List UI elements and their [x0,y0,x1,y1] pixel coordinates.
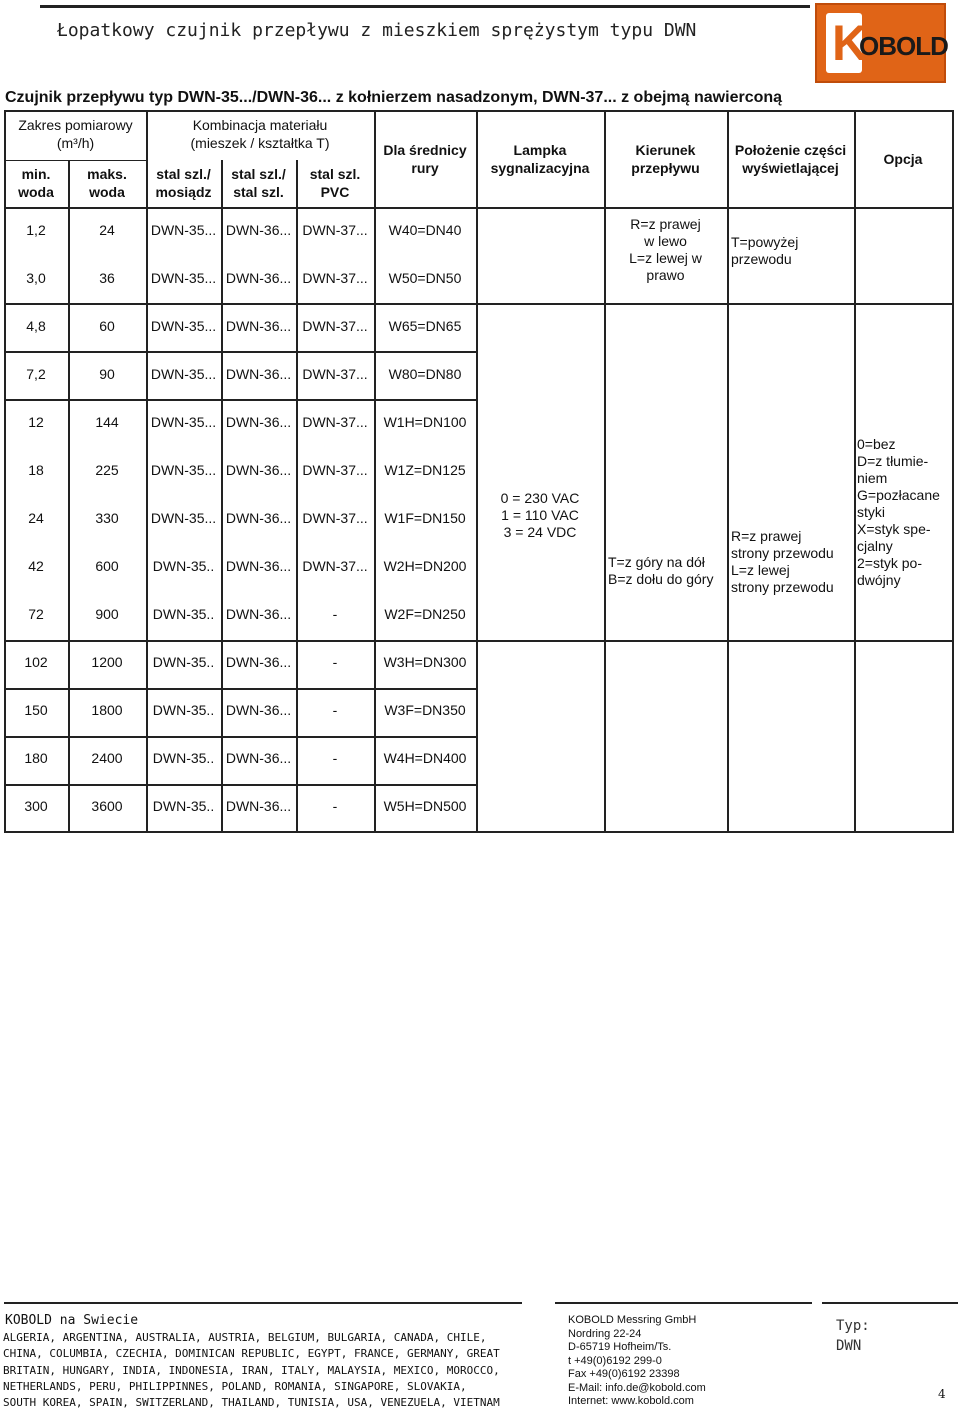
website[interactable]: Internet: www.kobold.com [568,1395,694,1407]
cell-min: 150 [24,702,48,718]
position-option: strony przewodu [731,545,834,561]
cell-dn: W3F=DN350 [384,702,466,718]
direction-option: prawo [646,267,685,283]
min-header [4,165,68,201]
min-label: min. [21,166,51,182]
cell-m3: - [332,750,338,766]
range-divider [4,160,147,161]
cell-min: 42 [28,558,44,574]
col-line [476,110,478,833]
cell-max: 900 [95,606,119,622]
footer-rule-right [822,1302,958,1304]
material-subtitle: (mieszek / kształtka T) [190,135,330,151]
max-label: maks. [87,166,127,182]
direction-option: R=z prawej [630,216,701,232]
cell-m3: DWN-37... [302,222,368,238]
mat3-line1: stal szl. [309,166,361,182]
option-line: G=pozłacane [857,487,940,503]
page-number: 4 [938,1387,946,1401]
mat3-line2: PVC [320,184,350,200]
diameter-header [374,141,476,177]
option-line: styki [857,504,885,520]
direction-line1: Kierunek [635,142,696,158]
cell-m1: DWN-35... [150,222,217,238]
cell-max: 1800 [91,702,123,718]
type-block [836,1316,870,1356]
kobold-logo [815,3,946,83]
row-separator-right [476,303,954,305]
row-separator [4,351,476,353]
logo-letter: K [832,15,869,71]
fax: Fax +49(0)6192 23398 [568,1368,680,1380]
option-header [854,150,952,168]
option-line: 0=bez [857,436,896,452]
cell-m1: DWN-35... [150,270,217,286]
cell-dn: W80=DN80 [388,366,462,382]
world-title: KOBOLD na Swiecie [5,1313,139,1328]
position-option: L=z lewej [731,562,790,578]
lamp-cell [476,490,604,541]
position-line2: wyświetlającej [742,160,839,176]
cell-min: 24 [28,510,44,526]
cell-m2: DWN-36... [225,654,292,670]
option-line: cjalny [857,538,893,554]
cell-m3: DWN-37... [302,462,368,478]
cell-m3: - [332,606,338,622]
countries-line: ALGERIA, ARGENTINA, AUSTRALIA, AUSTRIA, BELGIUM, BULGARIA, CANADA, CHILE, [3,1331,487,1344]
cell-m3: DWN-37... [302,270,368,286]
position-header [727,141,854,177]
cell-m2: DWN-36... [225,270,292,286]
cell-dn: W40=DN40 [388,222,462,238]
cell-dn: W3H=DN300 [383,654,467,670]
header-rule [40,5,810,8]
row-separator [4,640,476,642]
lamp-line1: Lampka [513,142,567,158]
direction-header [604,141,727,177]
mat1-line1: stal szl./ [156,166,211,182]
cell-dn: W5H=DN500 [383,798,467,814]
cell-dn: W1F=DN150 [384,510,466,526]
logo-text: OBOLD [859,31,948,61]
cell-max: 60 [99,318,115,334]
position-option: przewodu [731,251,792,267]
document-subtitle: Czujnik przepływu typ DWN-35.../DWN-36... z kołnierzem nasadzonym, DWN-37... z obejmą nawierconą [5,89,783,106]
cell-m1: DWN-35... [150,510,217,526]
row-separator [4,688,476,690]
col-line [727,110,729,833]
cell-max: 36 [99,270,115,286]
position-line1: Położenie części [734,142,847,158]
cell-max: 1200 [91,654,123,670]
address-line: Nordring 22-24 [568,1327,642,1340]
cell-m3: DWN-37... [302,366,368,382]
option-line: D=z tłumie- [857,453,929,469]
cell-min: 4,8 [26,318,46,334]
cell-m3: - [332,798,338,814]
cell-m2: DWN-36... [225,558,292,574]
position-small-cell [731,234,851,268]
cell-min: 7,2 [26,366,46,382]
cell-m3: - [332,654,338,670]
cell-m1: DWN-35... [150,462,217,478]
woda-label: woda [18,184,54,200]
company-name: KOBOLD Messring GmbH [568,1314,697,1326]
cell-min: 3,0 [26,270,46,286]
cell-dn: W1H=DN100 [383,414,467,430]
mat2-line2: stal szl. [233,184,284,200]
col-line [221,160,223,833]
cell-max: 3600 [91,798,123,814]
col-line [296,160,298,833]
cell-max: 144 [95,414,119,430]
logo-k-block [826,13,869,73]
cell-max: 24 [99,222,115,238]
cell-max: 225 [95,462,119,478]
diameter-line1: Dla średnicy [383,142,467,158]
direction-option: L=z lewej w [629,250,702,266]
cell-m2: DWN-36... [225,318,292,334]
page-title: Łopatkowy czujnik przepływu z mieszkiem sprężystym typu DWN [57,20,697,41]
woda-label: woda [89,184,125,200]
cell-min: 102 [24,654,48,670]
range-unit: (m³/h) [56,135,95,151]
row-separator [4,736,476,738]
direction-option: T=z góry na dół [608,554,705,570]
option-label: Opcja [883,151,923,167]
lamp-option: 3 = 24 VDC [503,524,577,540]
cell-dn: W65=DN65 [388,318,462,334]
row-separator [4,784,476,786]
col-line [854,110,856,833]
max-header [68,165,146,201]
lamp-line2: sygnalizacyjna [490,160,590,176]
cell-m2: DWN-36... [225,702,292,718]
table-right-border [952,110,954,833]
company-address [568,1314,706,1409]
cell-m2: DWN-36... [225,366,292,382]
row-separator [4,303,476,305]
direction-large-cell [608,554,726,588]
option-line: niem [857,470,888,486]
option-line: dwójny [857,572,901,588]
cell-min: 300 [24,798,48,814]
range-title: Zakres pomiarowy [18,117,133,133]
email[interactable]: E-Mail: info.de@kobold.com [568,1381,706,1394]
option-line: 2=styk po- [857,555,922,571]
direction-option: B=z dołu do góry [608,571,714,587]
position-option: strony przewodu [731,579,834,595]
cell-m1: DWN-35... [150,366,217,382]
cell-m1: DWN-35.. [152,558,215,574]
cell-m1: DWN-35.. [152,654,215,670]
cell-m1: DWN-35.. [152,798,215,814]
row-separator-right [476,640,954,642]
cell-dn: W50=DN50 [388,270,462,286]
material-1-header [146,165,221,201]
phone: t +49(0)6192 299-0 [568,1354,662,1367]
cell-max: 330 [95,510,119,526]
cell-max: 2400 [91,750,123,766]
footer-rule-mid [555,1302,812,1304]
countries-line: CHINA, COLUMBIA, CZECHIA, DOMINICAN REPUBLIC, EGYPT, FRANCE, GERMANY, GREAT [3,1347,500,1361]
option-cell [857,436,951,589]
cell-m2: DWN-36... [225,222,292,238]
cell-m1: DWN-35... [150,414,217,430]
mat1-line2: mosiądz [155,184,212,200]
cell-dn: W1Z=DN125 [384,462,466,478]
cell-dn: W4H=DN400 [383,750,467,766]
cell-dn: W2H=DN200 [383,558,467,574]
cell-m2: DWN-36... [225,414,292,430]
direction-option: w lewo [644,233,687,249]
lamp-option: 0 = 230 VAC [500,490,580,506]
cell-m3: DWN-37... [302,558,368,574]
footer-rule-left [4,1302,522,1304]
cell-m3: DWN-37... [302,510,368,526]
mat2-line1: stal szl./ [231,166,286,182]
material-3-header [296,165,374,201]
direction-line2: przepływu [631,160,700,176]
cell-min: 1,2 [26,222,46,238]
countries-line: BRITAIN, HUNGARY, INDIA, INDONESIA, IRAN, ITALY, MALAYSIA, MEXICO, MOROCCO, [3,1363,500,1377]
cell-m2: DWN-36... [225,606,292,622]
address-line: D-65719 Hofheim/Ts. [568,1341,672,1353]
cell-m2: DWN-36... [225,510,292,526]
cell-m1: DWN-35... [150,318,217,334]
cell-m2: DWN-36... [225,750,292,766]
cell-min: 18 [28,462,44,478]
cell-min: 72 [28,606,44,622]
lamp-header [476,141,604,177]
position-option: T=powyżej [731,234,799,250]
cell-m2: DWN-36... [225,798,292,814]
row-separator [4,399,476,401]
material-2-header [221,165,296,201]
cell-m3: DWN-37... [302,318,368,334]
cell-m1: DWN-35.. [152,702,215,718]
range-header [4,116,147,152]
cell-m3: DWN-37... [302,414,368,430]
position-option: R=z prawej [731,528,802,544]
countries-list [3,1330,500,1411]
material-header [146,116,374,152]
cell-m1: DWN-35.. [152,750,215,766]
position-large-cell [731,528,853,596]
option-line: X=styk spe- [857,521,931,537]
cell-m1: DWN-35.. [152,606,215,622]
type-value: DWN [836,1338,862,1354]
countries-line: SOUTH KOREA, SPAIN, SWITZERLAND, THAILAND, TUNISIA, USA, VENEZUELA, VIETNAM [3,1396,500,1410]
cell-m2: DWN-36... [225,462,292,478]
type-label: Typ: [836,1318,870,1334]
cell-max: 600 [95,558,119,574]
diameter-line2: rury [411,160,439,176]
cell-dn: W2F=DN250 [384,606,466,622]
countries-line: NETHERLANDS, PERU, PHILIPPINNES, POLAND, ROMANIA, SINGAPORE, SLOVAKIA, [3,1379,467,1393]
cell-m3: - [332,702,338,718]
material-title: Kombinacja materiału [192,117,328,133]
direction-small-cell [604,216,727,284]
cell-min: 180 [24,750,48,766]
lamp-option: 1 = 110 VAC [501,507,579,523]
cell-max: 90 [99,366,115,382]
cell-min: 12 [28,414,44,430]
